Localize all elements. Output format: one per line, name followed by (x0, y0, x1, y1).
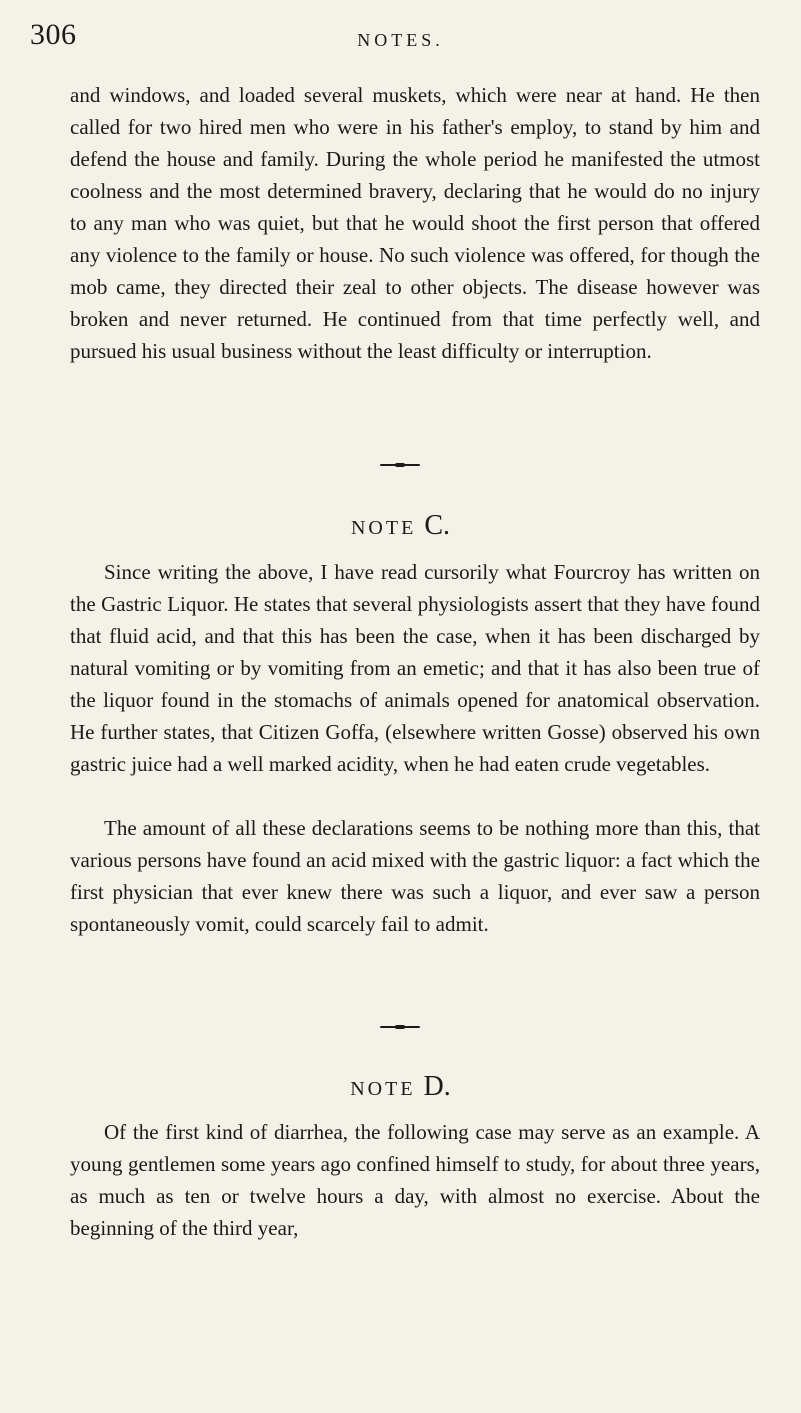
note-d-paragraph-1 (70, 1116, 760, 1244)
note-c-paragraph-1 (70, 556, 760, 780)
paragraph-text: Since writing the above, I have read cursorily what Fourcroy has written on the Gastric Liquor. He states that several physiologists assert that they have found that fluid acid, and that this has been the case, when it has been discharged by natural vomiting or by vomiting from an emetic; and that it has also been true of the liquor found in the stomachs of animals opened for anatomical observation. He further states, that Citizen Goffa, (elsewhere written Gosse) observed his own gastric juice had a well marked acidity, when he had eaten crude vegetables. (70, 560, 760, 776)
paragraph-text: and windows, and loaded several muskets, which were near at hand. He then called for two hired men who were in his father's employ, to stand by him and defend the house and family. During the whole period he manifested the utmost coolness and the most determined bravery, declaring that he would do no injury to any man who was quiet, but that he would shoot the first person that offered any violence to the family or house. No such violence was offered, for though the mob came, they directed their zeal to other objects. The disease however was broken and never returned. He continued from that time perfectly well, and pursued his usual business without the least difficulty or interruption. (70, 83, 760, 363)
section-divider (380, 1026, 420, 1028)
running-title: NOTES. (357, 30, 444, 50)
note-c-paragraph-2 (70, 812, 760, 940)
note-letter: C. (424, 510, 450, 541)
section-divider (380, 464, 420, 466)
paragraph-text: The amount of all these declarations seems to be nothing more than this, that various persons have found an acid mixed with the gastric liquor: a fact which the first physician that ever knew there was such a liquor, and ever saw a person spontaneously vomit, could scarcely fail to admit. (70, 816, 760, 936)
note-label: NOTE (350, 517, 417, 539)
note-letter: D. (423, 1071, 451, 1102)
note-label: NOTE (350, 1078, 416, 1100)
page-number: 306 (30, 18, 77, 51)
paragraph-text: Of the first kind of diarrhea, the following case may serve as an example. A young gentlemen some years ago confined himself to study, for about three years, as much as ten or twelve hours a day, with almost no exercise. About the beginning of the third year, (70, 1120, 760, 1240)
note-d-heading (0, 1071, 801, 1103)
paragraph-continued (70, 79, 760, 367)
note-c-heading (0, 510, 801, 542)
